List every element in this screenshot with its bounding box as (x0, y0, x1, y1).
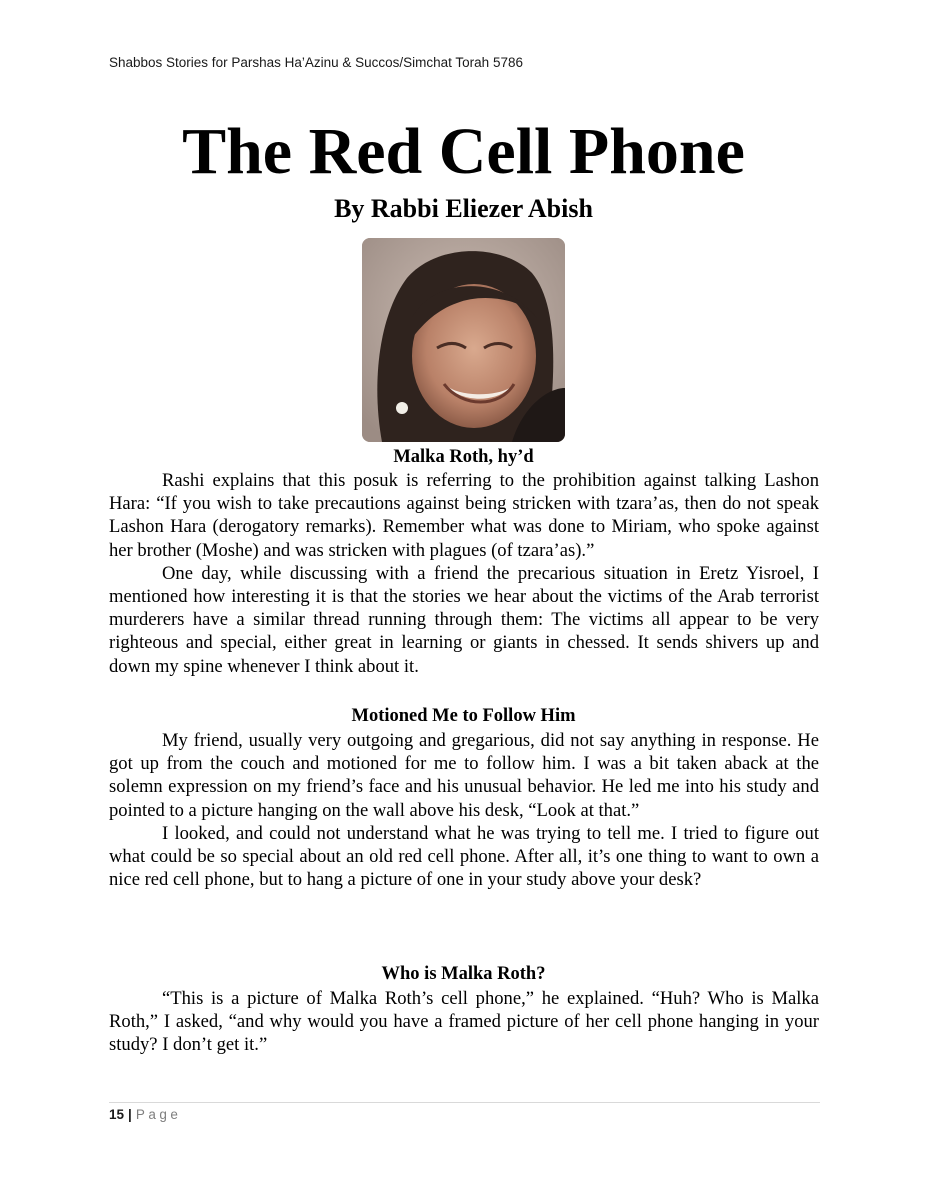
section-heading: Who is Malka Roth? (381, 964, 546, 984)
page-label: Page (135, 1107, 182, 1122)
section-motioned (109, 729, 819, 891)
portrait-photo (362, 238, 565, 442)
footer-separator: | (128, 1107, 132, 1122)
photo-caption: Malka Roth, hy’d (393, 447, 534, 467)
portrait-image (362, 238, 565, 442)
paragraph: I looked, and could not understand what he was trying to tell me. I tried to figure out what could be so special about an old red cell phone. After all, it’s one thing to want to own a nice red cell phone, but to hang a picture of one in your study above your desk? (109, 822, 819, 891)
running-header: Shabbos Stories for Parshas Ha’Azinu & Succos/Simchat Torah 5786 (109, 55, 523, 70)
page-footer (109, 1107, 181, 1122)
paragraph: One day, while discussing with a friend the precarious situation in Eretz Yisroel, I mentioned how interesting it is that the stories we hear about the victims of the Arab terrorist murderers have a similar thread running through them: The victims all appear to be very righteous and special, either great in learning or giants in chessed. It sends shivers up and down my spine whenever I think about it. (109, 562, 819, 677)
paragraph: “This is a picture of Malka Roth’s cell phone,” he explained. “Huh? Who is Malka Roth,” I asked, “and why would you have a framed picture of her cell phone hanging in your study? I don’t get it.” (109, 988, 819, 1056)
paragraph: Rashi explains that this posuk is referring to the prohibition against talking Lashon Hara: “If you wish to take precautions against being stricken with tzara’as, then do not speak Lashon Hara (derogatory remarks). Remember what was done to Miriam, who spoke against her brother (Moshe) and was stricken with plagues (of tzara’as).” (109, 470, 819, 561)
footer-divider (109, 1102, 820, 1103)
article-byline: By Rabbi Eliezer Abish (334, 194, 593, 223)
section-intro (109, 469, 819, 678)
section-heading: Motioned Me to Follow Him (351, 706, 576, 726)
page-number: 15 (109, 1107, 125, 1122)
paragraph: My friend, usually very outgoing and gregarious, did not say anything in response. He got up from the couch and motioned for me to follow him. I was a bit taken aback at the solemn expression on my friend’s face and his unusual behavior. He led me into his study and pointed to a picture hanging on the wall above his desk, “Look at that.” (109, 730, 819, 821)
article-title: The Red Cell Phone (182, 115, 745, 188)
section-who-is (109, 987, 819, 1057)
